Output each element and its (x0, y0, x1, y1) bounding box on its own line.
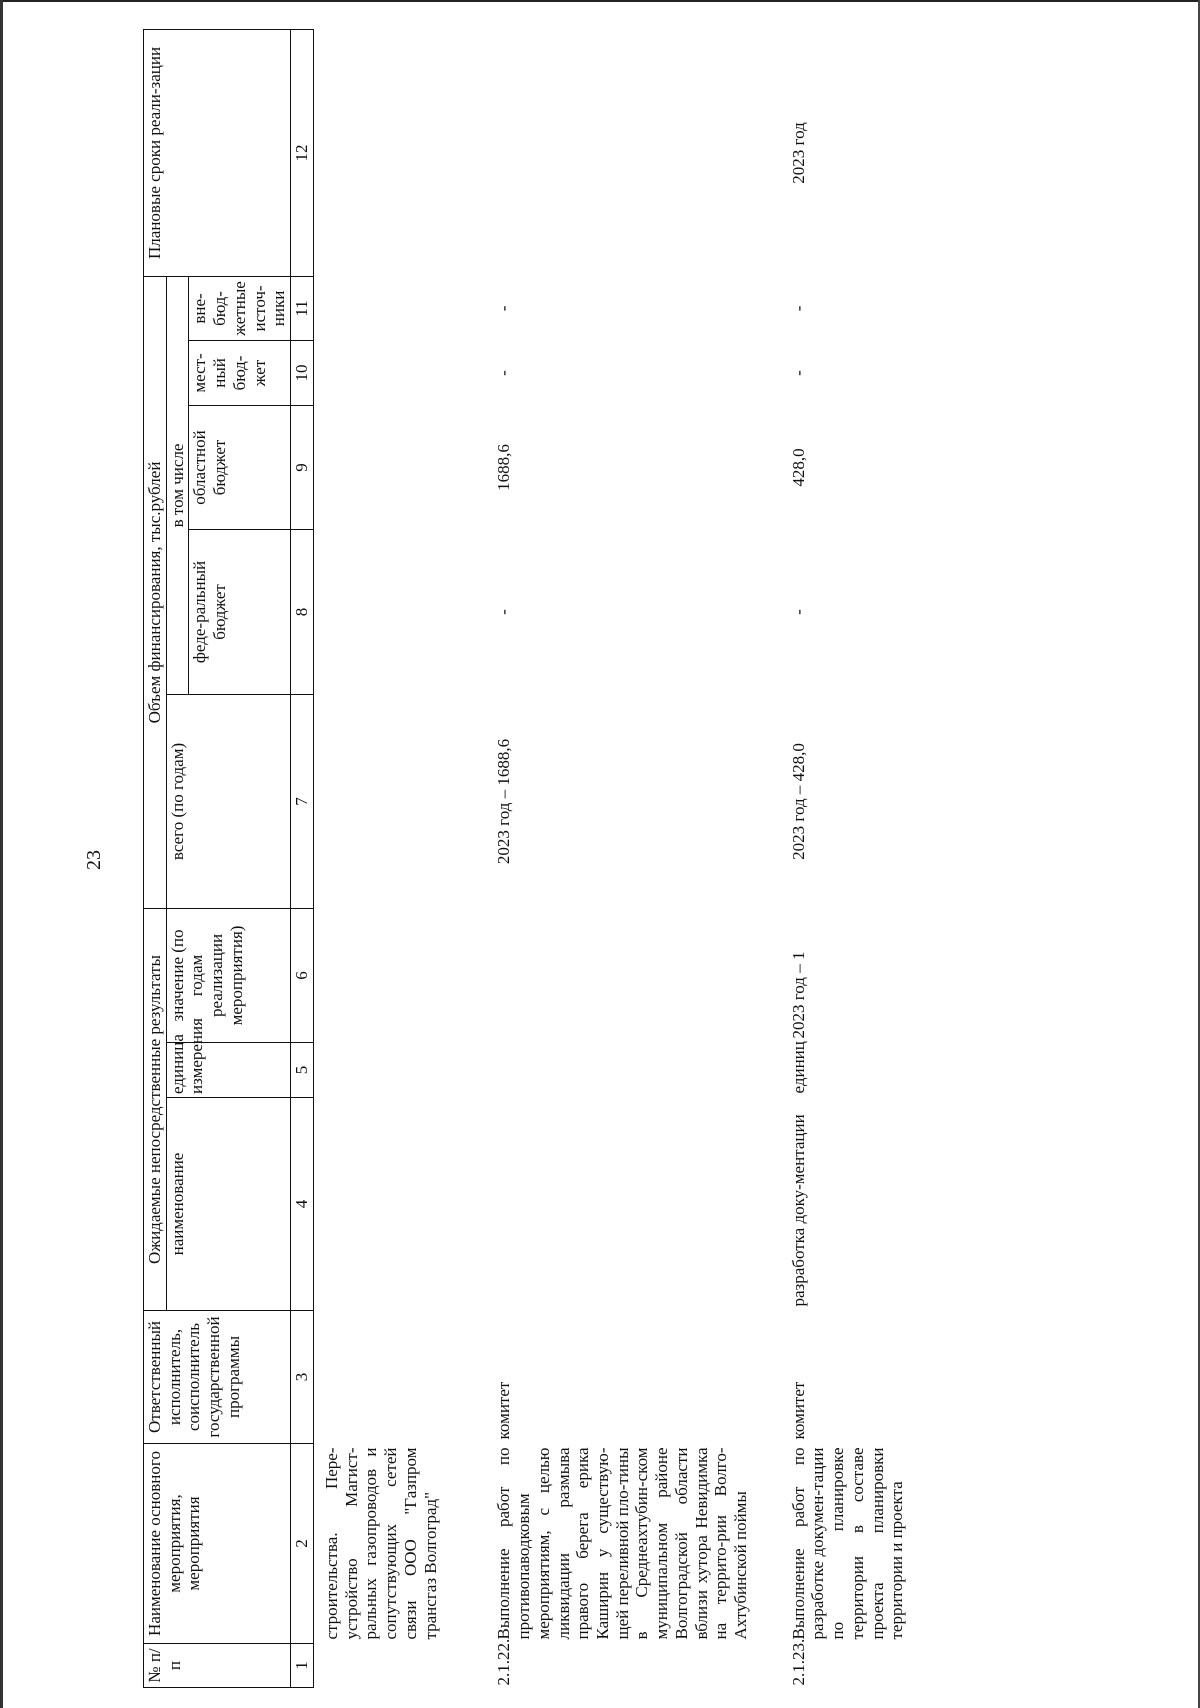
column-number: 9 (291, 405, 314, 529)
row-res-name: разработка доку-ментации (788, 1114, 808, 1307)
row-res-unit: единиц (788, 1041, 808, 1094)
header-local: мест-ный бюд-жет (189, 340, 291, 405)
column-number-row (291, 29, 314, 1687)
header-name: Наименование основного мероприятия, мероприятия (144, 1444, 291, 1644)
column-number: 12 (291, 29, 314, 276)
row-regional (314, 405, 495, 529)
header-federal: феде-ральный бюджет (189, 529, 291, 694)
row-num: 2.1.22. (494, 1638, 514, 1686)
row-federal: - (494, 609, 514, 615)
row-local (314, 340, 495, 405)
header-res-name: наименование (166, 1098, 290, 1311)
row-name: Выполнение работ по противопаводковым мероприятиям, с целью ликвидации размыва правого берега ерика Каширин у существую-щей переливной пло-тины в Среднеахтубин-ском муниципальном районе Волгоградской области вблизи хутора Невидимка на террито-рии Волго-Ахтубинской поймы (494, 1447, 750, 1640)
column-number: 7 (291, 694, 314, 908)
header-regional: областной бюджет (189, 405, 291, 529)
column-number: 5 (291, 1043, 314, 1098)
row-regional: 1688,6 (494, 444, 514, 491)
header-terms: Плановые сроки реали-зации (144, 29, 291, 276)
row-extrabudget: - (494, 305, 514, 312)
row-res-unit (314, 1043, 495, 1098)
row-res-value: 2023 год – 1 (788, 951, 808, 1039)
header-responsible: Ответственный исполнитель, соисполнитель государственной программы (144, 1311, 291, 1444)
column-number: 10 (291, 340, 314, 405)
header-res-unit: единица измерения (166, 1043, 290, 1098)
column-number: 11 (291, 276, 314, 340)
row-total (314, 694, 495, 908)
column-number: 1 (291, 1644, 314, 1688)
financing-table (143, 29, 907, 1688)
header-total: всего (по годам) (166, 694, 290, 908)
row-terms (494, 29, 788, 276)
header-res-value: значение (по годам реализации мероприятия) (166, 908, 290, 1042)
row-local: - (788, 370, 808, 376)
row-federal: - (788, 609, 808, 615)
row-responsible: комитет (494, 1381, 514, 1440)
row-extrabudget: - (788, 305, 808, 312)
row-federal (314, 529, 495, 694)
row-local: - (494, 370, 514, 376)
column-number: 3 (291, 1311, 314, 1444)
table-row (494, 29, 788, 1687)
row-res-unit (494, 1043, 788, 1098)
row-extrabudget (314, 276, 495, 340)
header-extrabudget: вне-бюд-жетные источ-ники (189, 276, 291, 340)
row-total: 2023 год – 428,0 (788, 743, 808, 860)
row-terms: 2023 год (788, 122, 808, 184)
page-number: 23 (83, 850, 105, 870)
header-group-finance: Объем финансирования, тыс.рублей (144, 276, 167, 908)
header-group-results: Ожидаемые непосредственные результаты (144, 908, 167, 1310)
column-number: 8 (291, 529, 314, 694)
row-num: 2.1.23. (788, 1638, 808, 1686)
column-number: 4 (291, 1098, 314, 1311)
row-name: Выполнение работ по разработке докумен-тации по планировке территории в составе проекта планировки территории и проекта (788, 1447, 907, 1640)
header-subgroup-incl: в том числе (166, 276, 189, 694)
row-regional: 428,0 (788, 448, 808, 487)
table-row (314, 29, 495, 1687)
row-res-value (314, 908, 495, 1042)
table-row (789, 29, 907, 1687)
row-res-value (494, 908, 788, 1042)
row-num (314, 1644, 495, 1688)
row-name: строительства. Пере-устройство Магист-ральных газопроводов и сопутствующих сетей связи ООО "Газпром трансгаз Волгоград" (322, 1447, 440, 1640)
header-num: № п/п (144, 1644, 291, 1688)
column-number: 2 (291, 1444, 314, 1644)
row-res-name (494, 1098, 788, 1311)
row-terms (314, 29, 495, 276)
row-total: 2023 год – 1688,6 (494, 738, 514, 865)
row-res-name (314, 1098, 495, 1311)
row-responsible: комитет (788, 1381, 808, 1440)
row-responsible (314, 1311, 495, 1444)
column-number: 6 (291, 908, 314, 1042)
